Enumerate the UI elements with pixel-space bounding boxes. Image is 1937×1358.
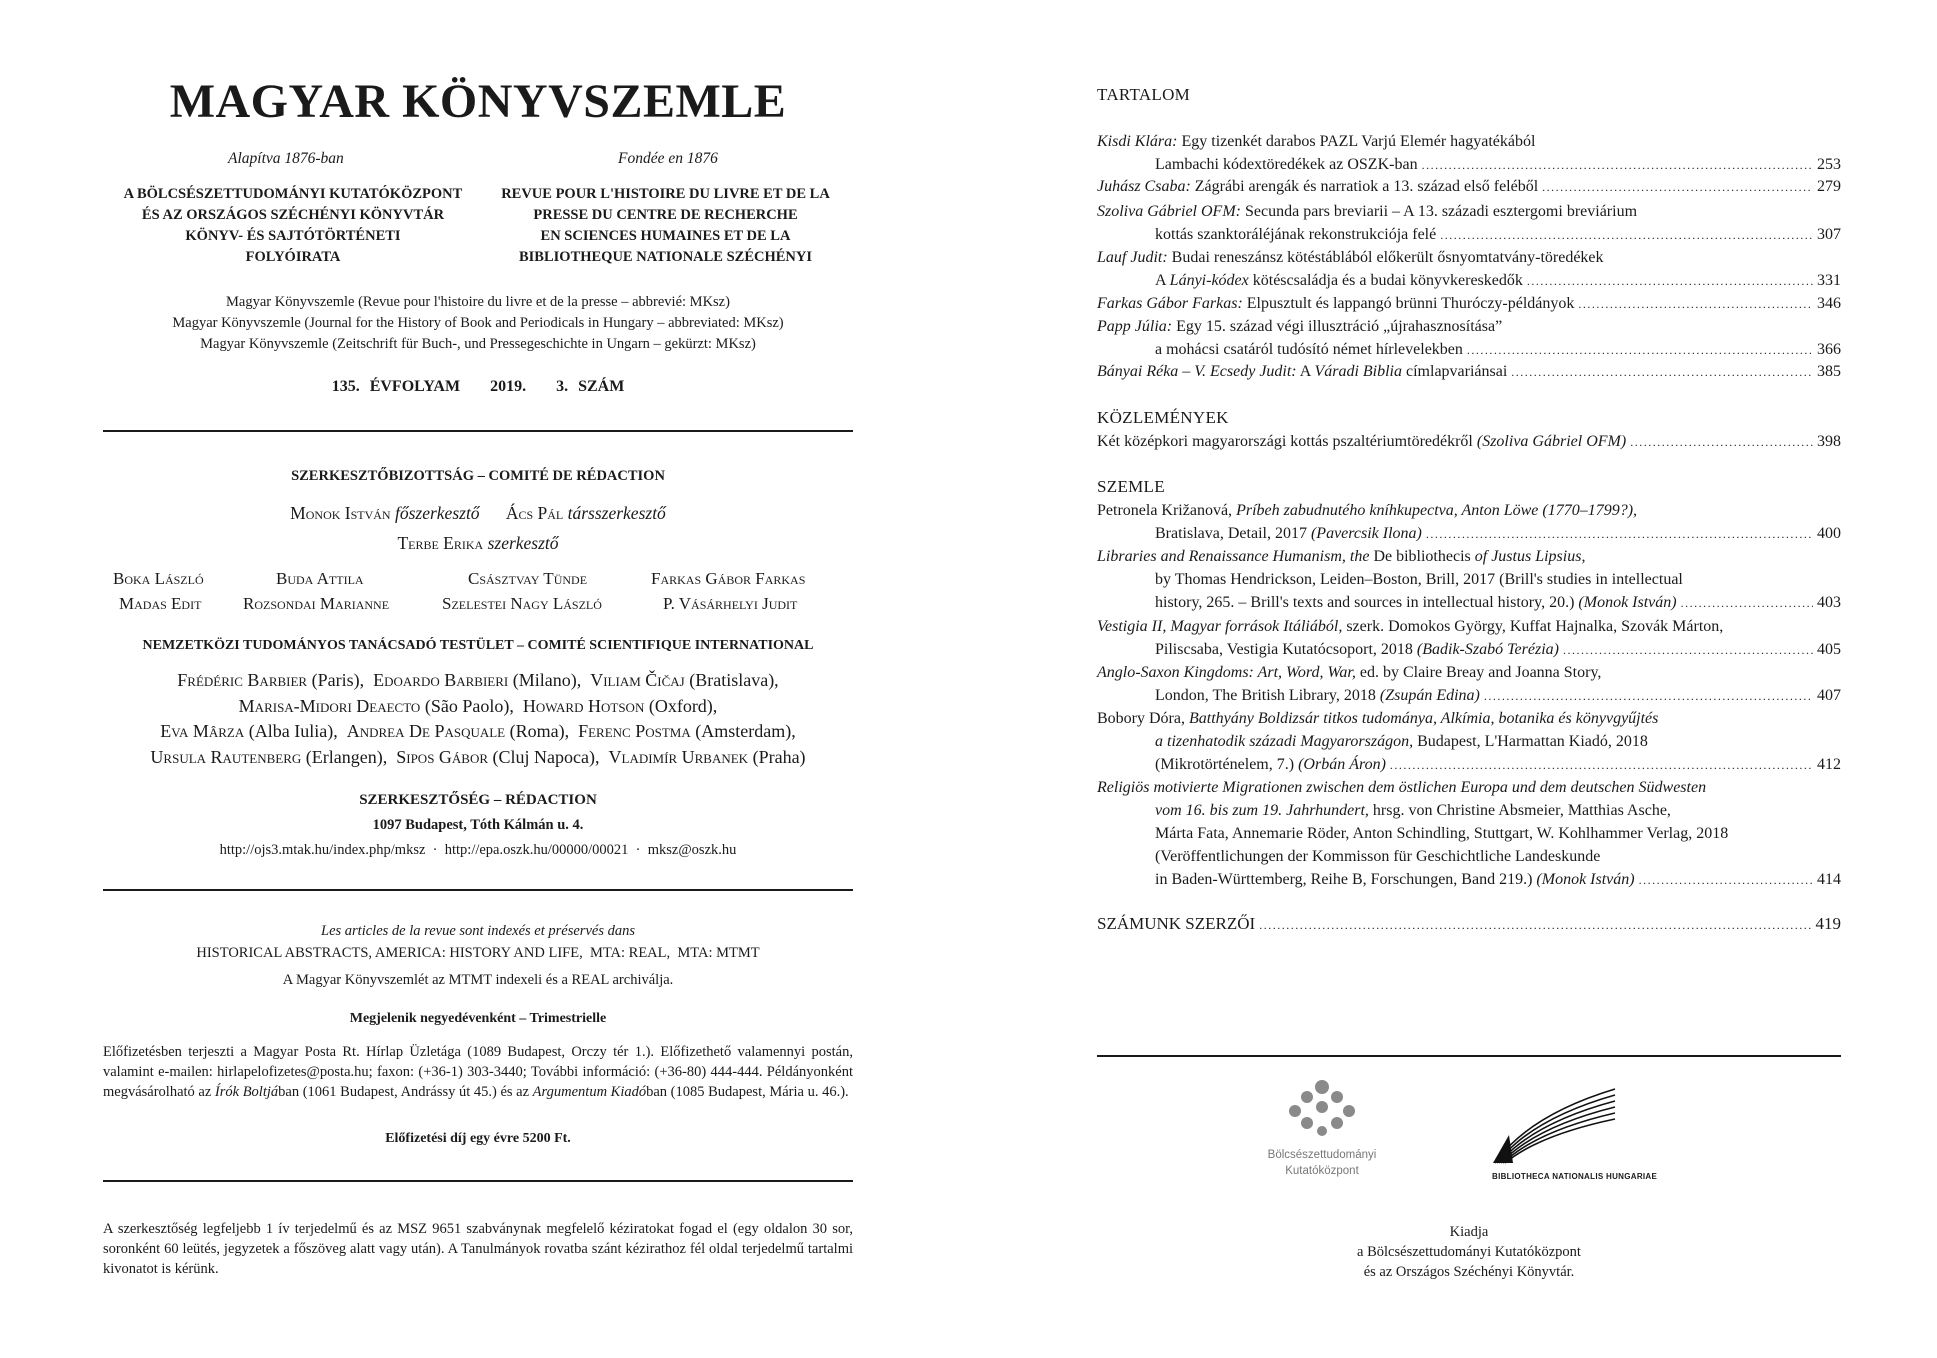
page-number: 366 [1817, 341, 1841, 358]
page-number: 405 [1817, 641, 1841, 658]
review-text: in Baden-Württemberg, Reihe B, Forschungen, Band 219.) [1155, 871, 1537, 888]
publisher-fr-line: REVUE POUR L'HISTOIRE DU LIVRE ET DE LA [501, 186, 830, 202]
section-authors: SZÁMUNK SZERZŐI [1097, 914, 1256, 933]
intl-city: (Praha) [752, 746, 806, 767]
page-number: 385 [1817, 363, 1841, 380]
divider [1097, 1055, 1841, 1057]
section-review: SZEMLE [1097, 477, 1165, 496]
intl-city: (São Paolo), [424, 695, 514, 716]
toc-title-line: Secunda pars breviarii – A 13. századi esztergomi breviárium [1244, 203, 1638, 220]
indexed-list: HISTORICAL ABSTRACTS, AMERICA: HISTORY AND LIFE, MTA: REAL, MTA: MTMT [196, 945, 760, 961]
intl-city: (Bratislava), [689, 670, 779, 690]
publisher-hu-line: ÉS AZ ORSZÁGOS SZÉCHÉNYI KÖNYVTÁR [141, 207, 445, 223]
review-text: Batthyány Boldizsár titkos tudománya, Alkímia, botanika és könyvgyűjtés [1188, 710, 1659, 727]
publisher-line: és az Országos Széchényi Könyvtár. [1363, 1264, 1575, 1280]
toc-title-line: Lambachi kódextöredékek az OSZK-ban [1155, 156, 1418, 173]
toc-author: Juhász Csaba: [1097, 178, 1191, 195]
review-text: ed. by Claire Breay and Joanna Story, [1355, 664, 1602, 681]
intl-member: Eva Mârza [160, 721, 245, 741]
review-text: (Monok István) [1536, 871, 1635, 888]
indexed-intro: Les articles de la revue sont indexés et préservés dans [321, 923, 635, 939]
review-text: Anglo-Saxon Kingdoms: Art, Word, War, [1097, 664, 1356, 681]
board-member: Farkas Gábor Farkas [651, 569, 806, 588]
title-variant-english: Magyar Könyvszemle (Journal for the History of Book and Periodicals in Hungary – abbreviated: MKsz) [172, 315, 784, 331]
toc-entry [1097, 200, 1841, 247]
indexed-note: A Magyar Könyvszemlét az MTMT indexeli és a REAL archiválja. [282, 972, 674, 988]
title-variant-french: Magyar Könyvszemle (Revue pour l'histoire du livre et de la presse – abbrevié: MKsz) [226, 294, 730, 310]
review-text: by Thomas Hendrickson, Leiden–Boston, Brill, 2017 (Brill's studies in intellectual [1155, 571, 1683, 588]
board-member: Rozsondai Marianne [243, 594, 390, 613]
shop-name: Argumentum Kiadó [532, 1084, 647, 1100]
review-text: (Mikrotörténelem, 7.) [1155, 756, 1299, 773]
review-entry [1097, 499, 1841, 546]
page-number: 407 [1817, 687, 1841, 704]
intl-member: Marisa-Midori Deaecto [238, 695, 421, 716]
review-entry [1097, 707, 1841, 777]
publisher-fr-line: BIBLIOTHEQUE NATIONALE SZÉCHÉNYI [518, 249, 813, 265]
review-text: szerk. Domokos György, Kuffat Hajnalka, Szovák Márton, [1342, 618, 1724, 635]
submission-guidelines: A szerkesztőség legfeljebb 1 ív terjedelmű és az MSZ 9651 szabványnak megfelelő kéziratokat fogad el (egy oldalon 30 sor, soronként 60 leütés, jegyzetek a főszöveg alatt vagy után). A Tanulmányok rovatba szánt kézirathoz fél oldal terjedelmű tartalmi kivonatot is kérünk. [103, 1221, 853, 1277]
review-text: Libraries and Renaissance Humanism, the [1097, 548, 1374, 565]
intl-city: (Amsterdam), [695, 721, 796, 741]
left-page [103, 0, 853, 1358]
review-text: Piliscsaba, Vestigia Kutatócsoport, 2018 [1155, 641, 1417, 658]
page-number: 253 [1817, 156, 1841, 173]
toc-title-line: Egy tizenkét darabos PAZL Varjú Elemér hagyatékából [1181, 133, 1536, 150]
intl-city: (Paris), [311, 670, 365, 690]
intl-city: (Oxford), [648, 695, 718, 716]
editor-line [103, 533, 853, 554]
toc-title-line: Zágrábi arengák és narratiok a 13. század első feléből [1194, 178, 1539, 195]
toc-title-line: címlapvariánsai [1402, 363, 1508, 380]
chief-editor-role: főszerkesztő [394, 503, 480, 523]
subscription-price: Előfizetési díj egy évre 5200 Ft. [385, 1131, 571, 1146]
toc-title-prefix: A [1299, 363, 1315, 380]
review-text: London, The British Library, 2018 [1155, 687, 1380, 704]
chief-editors [103, 503, 853, 524]
communication-title: Két középkori magyarországi kottás pszaltériumtöredékről [1097, 433, 1477, 450]
review-text: Márta Fata, Annemarie Röder, Anton Schindling, Stuttgart, W. Kohlhammer Verlag, 2018 [1155, 825, 1729, 842]
toc-title-prefix: A [1155, 272, 1170, 289]
subscription-text: ban (1061 Budapest, Andrássy út 45.) és az [278, 1084, 533, 1100]
toc-entry [1097, 360, 1841, 384]
intl-city: (Erlangen), [305, 746, 388, 767]
intl-city: (Alba Iulia), [248, 721, 338, 741]
deputy-editor-role: társszerkesztő [567, 503, 666, 523]
btk-logo-caption [1247, 1147, 1397, 1179]
toc-title-italic: Lányi-kódex [1169, 272, 1249, 289]
review-text: hrsg. von Christine Absmeier, Matthias Asche, [1368, 802, 1671, 819]
page-number: 403 [1817, 594, 1841, 611]
communication-entry [1097, 430, 1841, 454]
editor-role: szerkesztő [487, 533, 559, 553]
shop-name: Írók Boltjá [214, 1084, 279, 1100]
journal-masthead: MAGYAR KÖNYVSZEMLE [169, 75, 787, 128]
publisher-hu-line: KÖNYV- ÉS SAJTÓTÖRTÉNETI [185, 228, 401, 244]
toc-entry [1097, 292, 1841, 316]
page-number: 412 [1817, 756, 1841, 773]
intl-member: Vladimír Urbanek [608, 746, 749, 767]
subscription-info [103, 1042, 853, 1102]
page-number: 331 [1817, 272, 1841, 289]
intl-member: Howard Hotson [522, 695, 645, 716]
intl-row [103, 694, 853, 720]
review-text: (Badik-Szabó Terézia) [1416, 641, 1559, 658]
review-text: Bobory Dóra, [1097, 710, 1189, 727]
page-number: 307 [1817, 226, 1841, 243]
review-text: (Orbán Áron) [1298, 756, 1386, 773]
review-text: Príbeh zabudnutého kníhkupectva, Anton Löwe (1770–1799?), [1236, 502, 1638, 519]
toc-title-italic: Váradi Biblia [1314, 363, 1402, 380]
publisher-hu-line: A BÖLCSÉSZETTUDOMÁNYI KUTATÓKÖZPONT [123, 186, 463, 202]
office-heading: SZERKESZTŐSÉG – RÉDACTION [359, 792, 597, 808]
toc-title-line: Elpusztult és lappangó brünni Thuróczy-példányok [1246, 295, 1575, 312]
page-number: 346 [1817, 295, 1841, 312]
frequency: Megjelenik negyedévenként – Trimestrielle [349, 1011, 607, 1026]
toc-title-line: Egy 15. század végi illusztráció „újrahasznosítása” [1176, 318, 1503, 335]
toc-title-line: a mohácsi csatáról tudósító német hírlevelekben [1155, 341, 1463, 358]
board-member: Buda Attila [276, 569, 364, 588]
board-member: Császtvay Tünde [468, 569, 588, 588]
subscription-text: ban (1085 Budapest, Mária u. 46.). [646, 1084, 849, 1100]
divider [103, 430, 853, 432]
publisher-hu-line: FOLYÓIRATA [245, 249, 341, 265]
journal-title-variants [103, 292, 853, 355]
office-links[interactable]: http://ojs3.mtak.hu/index.php/mksz · http://epa.oszk.hu/00000/00021 · mksz@oszk.hu [219, 842, 737, 858]
page-number: 279 [1817, 178, 1841, 195]
intl-board-members [103, 668, 853, 770]
intl-row [103, 719, 853, 745]
toc-author: Kisdi Klára: [1097, 133, 1178, 150]
review-entry [1097, 661, 1841, 708]
btk-caption-line: Kutatóközpont [1285, 1165, 1359, 1177]
toc-author: Lauf Judit: [1097, 249, 1168, 266]
toc-author: Farkas Gábor Farkas: [1097, 295, 1243, 312]
intl-member: Viliam Čičaj [590, 670, 685, 690]
editor-name: Terbe Erika [397, 533, 484, 553]
page-number: 419 [1815, 914, 1841, 933]
intl-member: Sipos Gábor [396, 746, 489, 767]
intl-city: (Milano), [512, 670, 582, 690]
toc-title-line: kötéscsaládja és a budai könyvkereskedők [1248, 272, 1523, 289]
founded-french: Fondée en 1876 [618, 150, 718, 167]
intl-member: Frédéric Barbier [177, 670, 308, 690]
publisher-hungarian [103, 184, 483, 268]
section-contents: TARTALOM [1097, 85, 1191, 104]
toc-author: Bányai Réka – V. Ecsedy Judit: [1097, 363, 1297, 380]
divider [103, 1180, 853, 1182]
intl-member: Ursula Rautenberg [150, 746, 302, 767]
review-text: Budapest, L'Harmattan Kiadó, 2018 [1413, 733, 1648, 750]
review-text: history, 265. – Brill's texts and sources in intellectual history, 20.) [1155, 594, 1579, 611]
review-text: (Zsupán Edina) [1379, 687, 1480, 704]
review-text: Petronela Križanová, [1097, 502, 1237, 519]
deputy-editor-name: Ács Pál [505, 503, 564, 523]
intl-row [103, 745, 853, 771]
oszk-logo-icon [1489, 1085, 1619, 1167]
board-heading: SZERKESZTŐBIZOTTSÁG – COMITÉ DE RÉDACTION [291, 468, 665, 484]
review-text: (Veröffentlichungen der Kommisson für Geschichtliche Landeskunde [1155, 848, 1601, 865]
toc-title-line: Budai reneszánsz kötéstáblából előkerült ősnyomtatvány-töredékek [1171, 249, 1604, 266]
review-text: De bibliothecis [1373, 548, 1471, 565]
board-member: P. Vásárhelyi Judit [663, 594, 798, 613]
intl-city: (Roma), [509, 721, 570, 741]
intl-row [103, 668, 853, 694]
subscription-text: Előfizetésben terjeszti a Magyar Posta Rt. Hírlap Üzletága (1089 Budapest, Orczy tér 1.). Előfizethető valamennyi postán, valamint e-mailen: hirlapelofizetes@posta.hu; faxon: (+36-1) 303-3440; További információ: (+36-80) 444-444. Példányonként megvásárolható az [103, 1044, 853, 1100]
oszk-logo-caption: BIBLIOTHECA NATIONALIS HUNGARIAE [1492, 1172, 1658, 1181]
intl-board-heading: NEMZETKÖZI TUDOMÁNYOS TANÁCSADÓ TESTÜLET – COMITÉ SCIENTIFIQUE INTERNATIONAL [142, 638, 814, 653]
review-text: (Pavercsik Ilona) [1310, 525, 1422, 542]
toc-title-line: kottás szanktoráléjának rekonstrukciója felé [1155, 226, 1437, 243]
toc-entry [1097, 315, 1841, 362]
divider [103, 889, 853, 891]
page-number: 398 [1817, 433, 1841, 450]
founded-hungarian: Alapítva 1876-ban [228, 150, 344, 167]
intl-city: (Cluj Napoca), [492, 746, 600, 767]
review-text: Religiös motivierte Migrationen zwischen dem östlichen Europa und dem deutschen Südwesten [1097, 779, 1707, 796]
review-entry [1097, 545, 1841, 615]
right-page [1097, 0, 1841, 1358]
review-title-italic: vom 16. bis zum 19. Jahrhundert, [1155, 802, 1369, 819]
authors-entry [1097, 912, 1841, 937]
toc-entry [1097, 130, 1841, 177]
btk-caption-line: Bölcsészettudományi [1267, 1149, 1377, 1161]
btk-logo-icon [1277, 1075, 1367, 1145]
review-entry [1097, 776, 1841, 892]
review-text: Vestigia II, Magyar források Itáliából, [1097, 618, 1343, 635]
toc-author: Szoliva Gábriel OFM: [1097, 203, 1241, 220]
review-title-italic: a tizenhatodik századi Magyarországon, [1155, 733, 1414, 750]
communication-author: (Szoliva Gábriel OFM) [1476, 433, 1627, 450]
publisher-french [478, 184, 853, 268]
toc-author: Papp Júlia: [1097, 318, 1173, 335]
intl-member: Andrea De Pasquale [346, 721, 506, 741]
review-text: Bratislava, Detail, 2017 [1155, 525, 1311, 542]
review-text: (Monok István) [1578, 594, 1677, 611]
publisher-line: Kiadja [1449, 1224, 1489, 1240]
board-member: Madas Edit [119, 594, 202, 613]
review-text: of Justus Lipsius, [1470, 548, 1586, 565]
publisher-fr-line: EN SCIENCES HUMAINES ET DE LA [540, 228, 791, 244]
section-communications: KÖZLEMÉNYEK [1097, 408, 1229, 427]
chief-editor-name: Monok István [290, 503, 391, 523]
publisher-credit [1097, 1222, 1841, 1282]
page-number: 400 [1817, 525, 1841, 542]
board-member: Szelestei Nagy László [442, 594, 602, 613]
intl-member: Edoardo Barbieri [373, 670, 509, 690]
page-number: 414 [1817, 871, 1841, 888]
review-entry [1097, 615, 1841, 662]
office-address: 1097 Budapest, Tóth Kálmán u. 4. [372, 817, 584, 833]
publisher-fr-line: PRESSE DU CENTRE DE RECHERCHE [533, 207, 798, 223]
volume-issue-text: 135. ÉVFOLYAM 2019. 3. SZÁM [331, 378, 625, 395]
intl-member: Ferenc Postma [578, 721, 691, 741]
board-member: Boka László [113, 569, 204, 588]
title-variant-german: Magyar Könyvszemle (Zeitschrift für Buch-, und Pressegeschichte in Ungarn – gekürzt: MKsz) [200, 336, 756, 352]
toc-entry [1097, 175, 1841, 199]
publisher-line: a Bölcsészettudományi Kutatóközpont [1357, 1244, 1581, 1260]
toc-entry [1097, 246, 1841, 293]
volume-issue [103, 378, 853, 396]
